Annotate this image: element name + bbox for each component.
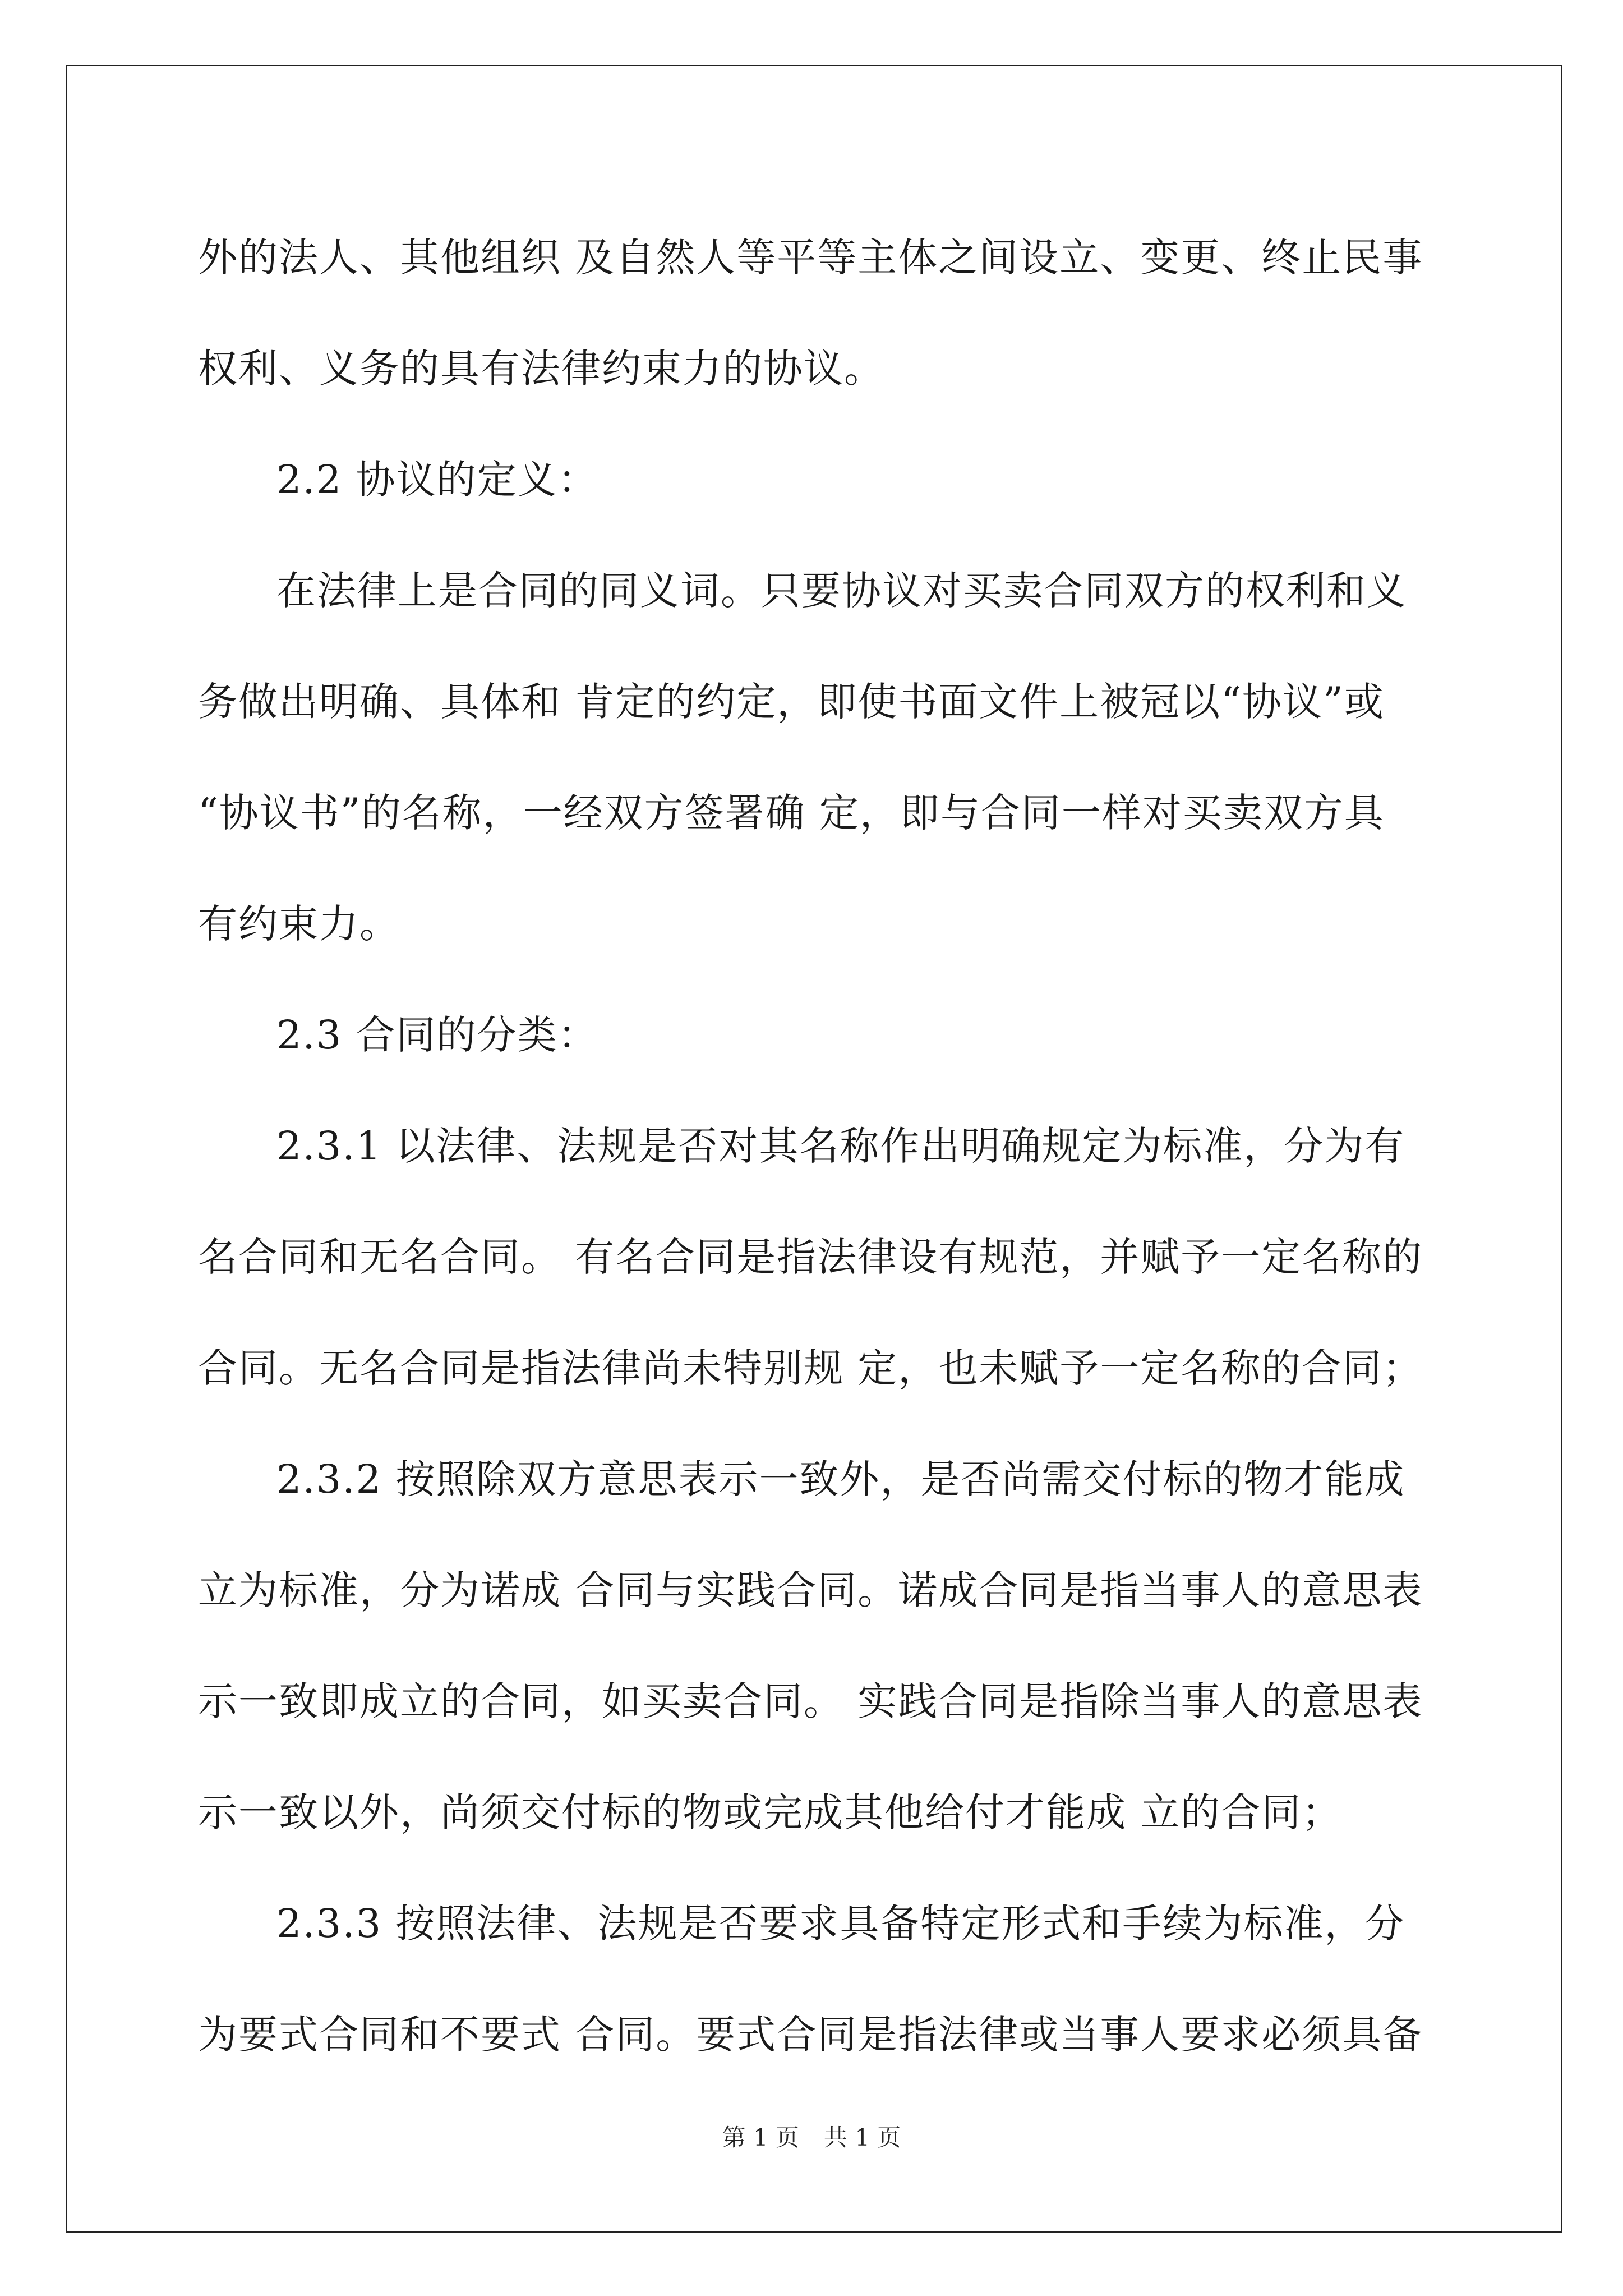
text-line-11: 合同。无名合同是指法律尚未特别规 定，也未赋予一定名称的合同； bbox=[198, 1345, 1423, 1391]
text-line-9: 2.3.1 以法律、法规是否对其名称作出明确规定为标准，分为有 bbox=[276, 1123, 1405, 1169]
text-line-2: 权利、义务的具有法律约束力的协议。 bbox=[198, 346, 884, 392]
text-line-4: 在法律上是合同的同义词。只要协议对买卖合同双方的权利和义 bbox=[276, 568, 1407, 614]
text-line-5: 务做出明确、具体和 肯定的约定，即使书面文件上被冠以“协议”或 bbox=[198, 679, 1385, 725]
text-line-7: 有约束力。 bbox=[198, 901, 400, 947]
document-body bbox=[198, 202, 1432, 2090]
text-line-6: “协议书”的名称，一经双方签署确 定，即与合同一样对买卖双方具 bbox=[198, 790, 1385, 836]
text-line-14: 示一致即成立的合同，如买卖合同。 实践合同是指除当事人的意思表 bbox=[198, 1678, 1423, 1724]
text-line-17: 为要式合同和不要式 合同。要式合同是指法律或当事人要求必须具备 bbox=[198, 2012, 1423, 2058]
text-line-13: 立为标准，分为诺成 合同与实践合同。诺成合同是指当事人的意思表 bbox=[198, 1567, 1423, 1613]
page-footer bbox=[0, 2119, 1623, 2153]
text-line-12: 2.3.2 按照除双方意思表示一致外，是否尚需交付标的物才能成 bbox=[276, 1456, 1405, 1502]
text-line-16: 2.3.3 按照法律、法规是否要求具备特定形式和手续为标准，分 bbox=[276, 1901, 1405, 1947]
text-line-15: 示一致以外，尚须交付标的物或完成其他给付才能成 立的合同； bbox=[198, 1789, 1343, 1835]
page-total: 共 1 页 bbox=[824, 2124, 901, 2151]
page-number: 第 1 页 bbox=[722, 2124, 799, 2151]
text-line-10: 名合同和无名合同。 有名合同是指法律设有规范，并赋予一定名称的 bbox=[198, 1234, 1423, 1280]
section-heading-2-2: 2.2 协议的定义： bbox=[276, 457, 598, 503]
text-line-1: 外的法人、其他组织 及自然人等平等主体之间设立、变更、终止民事 bbox=[198, 234, 1423, 280]
section-heading-2-3: 2.3 合同的分类： bbox=[276, 1012, 598, 1058]
